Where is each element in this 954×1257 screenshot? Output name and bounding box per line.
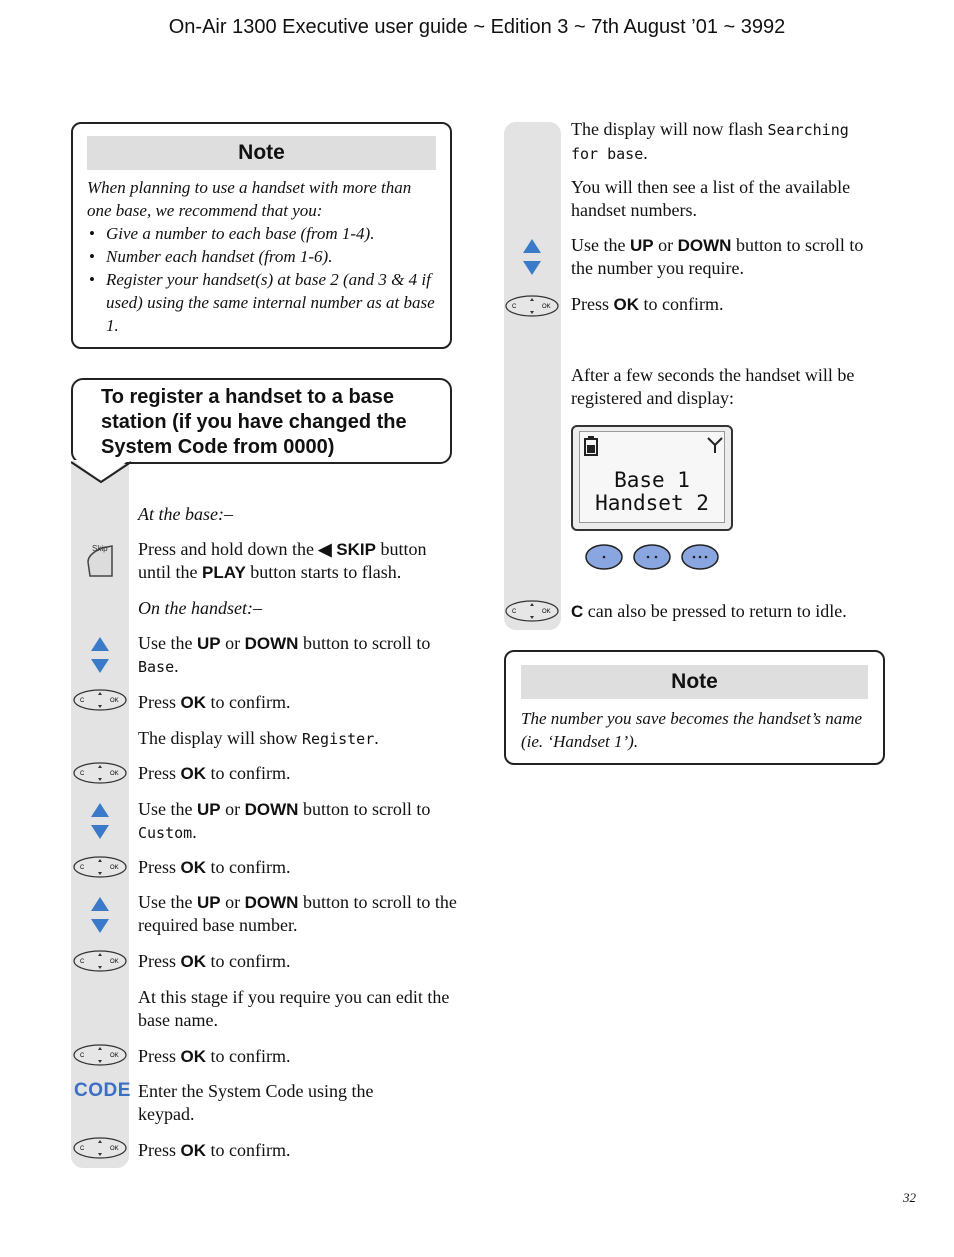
antenna-signal-icon [706,436,724,454]
navpad-ok-icon [72,1137,128,1161]
navpad-ok-icon [72,762,128,786]
step-press-ok: Press OK to confirm. [138,951,291,971]
note-item: • Register your handset(s) at base 2 (and 3 & 4 if used) using the same internal number as at base 1. [87,268,436,337]
svg-text:OK: OK [110,959,119,965]
up-down-arrows-icon [89,636,111,674]
svg-text:C: C [80,771,85,777]
section-title: To register a handset to a base station (if you have changed the System Code from 0000) [101,386,407,458]
svg-text:OK: OK [110,771,119,777]
step-scroll-number: Use the UP or DOWN button to scroll to the number you require. [571,235,864,278]
lcd-screen [579,431,725,523]
note-item: • Number each handset (from 1-6). [87,245,436,268]
navpad-ok-icon [72,950,128,974]
callout-pointer-icon [71,460,133,486]
step-scroll-custom: Use the UP or DOWN button to scroll to Custom. [138,799,431,842]
svg-text:OK: OK [542,304,551,310]
svg-text:OK: OK [110,698,119,704]
note-body [73,170,450,337]
document-header: On-Air 1300 Executive user guide ~ Edition 3 ~ 7th August ’01 ~ 3992 [168,16,786,38]
svg-text:OK: OK [110,1146,119,1152]
step-hold-skip: Press and hold down the ◀ SKIP button until the PLAY button starts to flash. [138,539,427,582]
soft-key-buttons-icon [584,543,720,571]
step-registered: After a few seconds the handset will be registered and display: [571,365,855,408]
up-down-arrows-icon [89,896,111,934]
step-list-handsets: You will then see a list of the available handset numbers. [571,177,851,220]
step-c-return-idle: C can also be pressed to return to idle. [571,601,847,621]
navpad-c-icon [504,600,560,624]
step-press-ok: Press OK to confirm. [138,763,291,783]
right-icon-column [504,122,561,630]
svg-text:C: C [80,1053,85,1059]
svg-text:C: C [80,865,85,871]
battery-icon [584,436,598,456]
step-edit-base-name: At this stage if you require you can edit the base name. [138,987,450,1030]
navpad-ok-icon [72,689,128,713]
step-scroll-base: Use the UP or DOWN button to scroll to Base. [138,633,431,676]
step-display-searching: The display will now flash Searching for base. [571,119,849,163]
note-list [87,222,436,337]
step-enter-system-code: Enter the System Code using the keypad. [138,1081,374,1124]
note-box-handset-name [504,650,885,765]
svg-text:C: C [512,609,517,615]
step-scroll-required-base: Use the UP or DOWN button to scroll to the required base number. [138,892,457,935]
svg-text:C: C [512,304,517,310]
up-down-arrows-icon [89,802,111,840]
navpad-ok-icon [504,295,560,319]
lcd-line-2: Handset 2 [595,491,709,515]
svg-text:OK: OK [110,865,119,871]
note-item: • Give a number to each base (from 1-4). [87,222,436,245]
note-box-multiple-bases [71,122,452,349]
code-key-icon: CODE [74,1080,131,1101]
svg-text:C: C [80,1146,85,1152]
step-press-ok: Press OK to confirm. [571,294,724,314]
step-press-ok: Press OK to confirm. [138,692,291,712]
skip-icon-label: Skip [92,544,108,553]
navpad-ok-icon [72,1044,128,1068]
step-display-register: The display will show Register. [138,728,379,748]
svg-text:C: C [80,698,85,704]
note-intro: When planning to use a handset with more than one base, we recommend that you: [87,178,412,220]
handset-lcd-display [571,425,733,531]
lcd-line-1: Base 1 [614,468,690,492]
note-body: The number you save becomes the handset’s name (ie. ‘Handset 1’). [521,709,863,751]
step-press-ok: Press OK to confirm. [138,1140,291,1160]
on-handset-label: On the handset:– [138,598,262,618]
section-title-box [71,378,452,464]
note-title: Note [87,136,436,170]
page-number: 32 [903,1190,916,1205]
at-base-label: At the base:– [138,504,233,524]
svg-text:OK: OK [110,1053,119,1059]
note-title: Note [521,665,868,699]
svg-text:C: C [80,959,85,965]
skip-button-icon [84,540,116,580]
up-down-arrows-icon [521,238,543,276]
navpad-ok-icon [72,856,128,880]
step-press-ok: Press OK to confirm. [138,857,291,877]
svg-text:OK: OK [542,609,551,615]
step-press-ok: Press OK to confirm. [138,1046,291,1066]
